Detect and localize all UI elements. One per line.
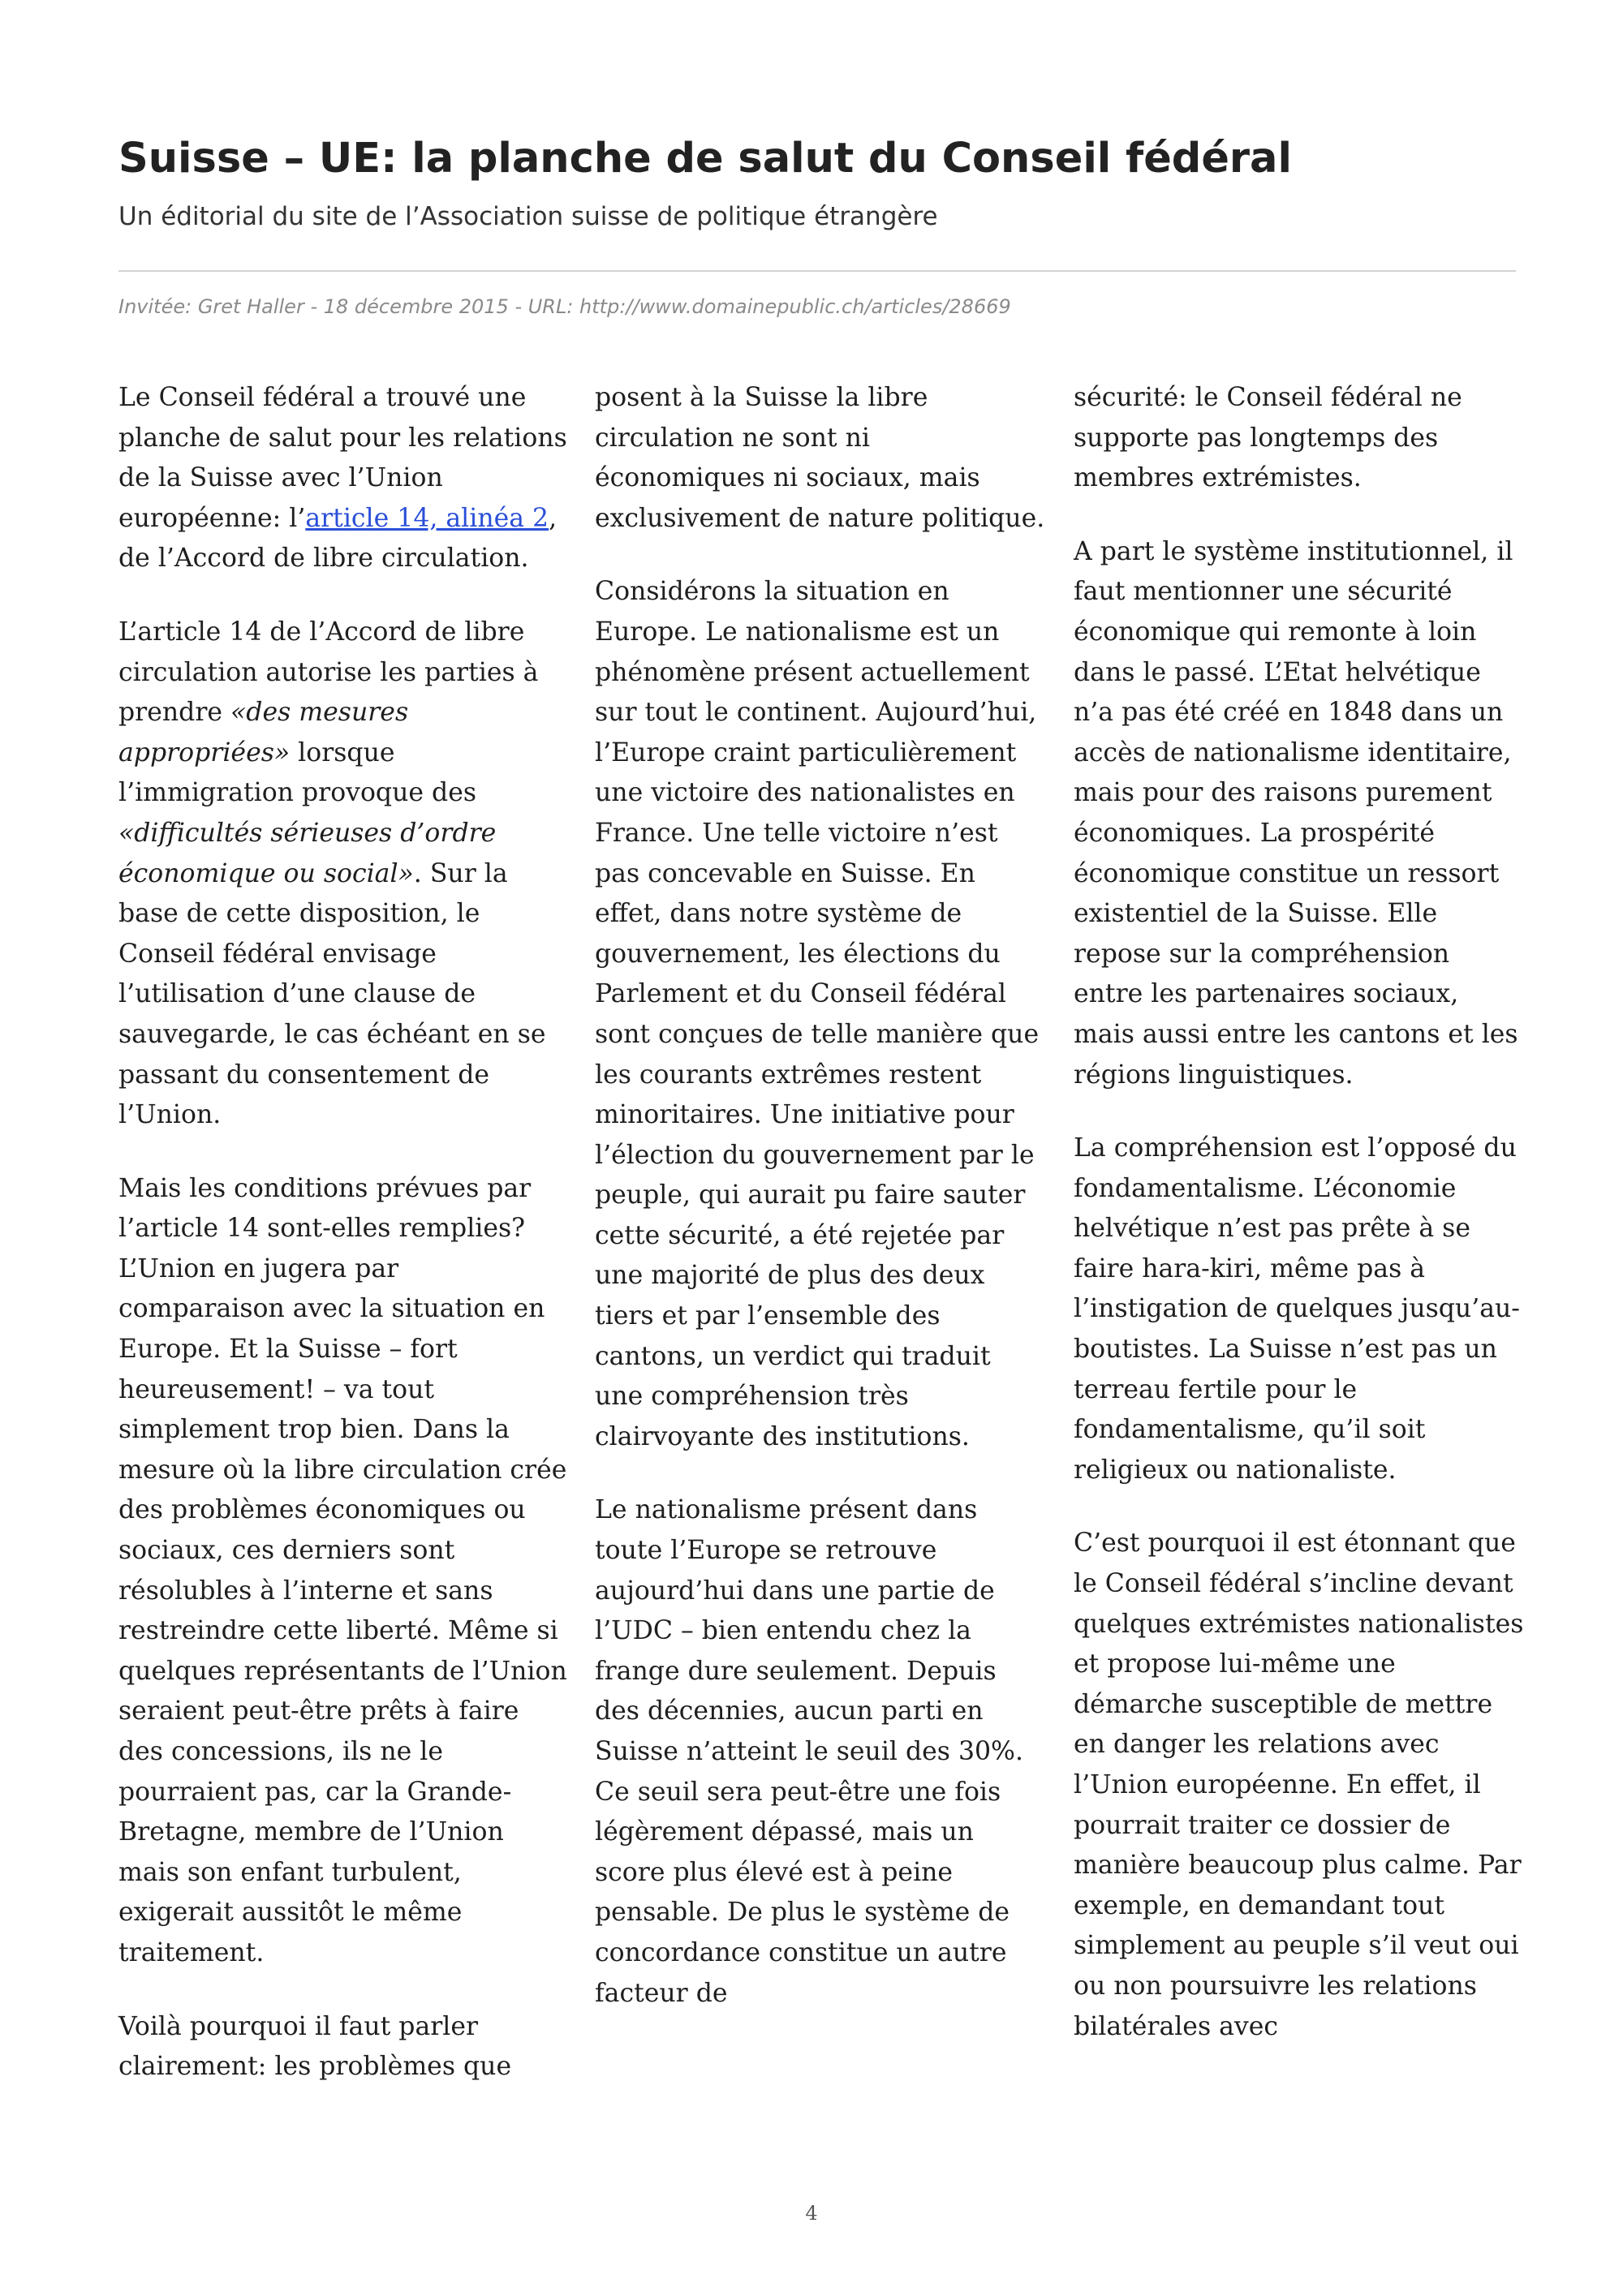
paragraph-text: , de l’Accord de libre circulation. [118,503,558,574]
header-divider [118,270,1516,272]
paragraph: A part le système institutionnel, il faut mentionner une sécurité économique qui remonte à loin dans le passé. L’Etat helvétique n’a pas été créé en 1848 dans un accès de nationalisme identitaire, mais pour des raisons purement économiques. La prospérité économique constitue un ressort existentiel de la Suisse. Elle repose sur la compréhension entre les partenaires sociaux, mais aussi entre les cantons et les régions linguistiques. [1074,536,1518,1090]
article-meta: Invitée: Gret Haller - 18 décembre 2015 - URL: http://www.domainepublic.ch/articles/28669 [118,295,1011,318]
paragraph: La compréhension est l’opposé du fondamentalisme. L’économie helvétique n’est pas prête à se faire hara-kiri, même pas à l’instigation de quelques jusqu’au-boutistes. La Suisse n’est pas un terreau fertile pour le fondamentalisme, qu’il soit religieux ou nationaliste. [1074,1133,1520,1485]
paragraph-text: Le Conseil fédéral a trouvé une planche de salut pour les relations de la Suisse avec l’Union européenne: l’ [118,383,567,533]
quoted-text: «des mesures appropriées» [118,698,409,767]
paragraph [118,613,570,1136]
article-column-2 [595,378,1046,2014]
article-column-1 [118,378,570,2087]
paragraph [118,378,570,579]
paragraph: C’est pourquoi il est étonnant que le Conseil fédéral s’incline devant quelques extrémistes nationalistes et propose lui-même une démarche susceptible de mettre en danger les relations avec l’Union européenne. En effet, il pourrait traiter ce dossier de manière beaucoup plus calme. Par exemple, en demandant tout simplement au peuple s’il veut oui ou non poursuivre les relations bilatérales avec [1074,1529,1524,2041]
paragraph-text: L’article 14 de l’Accord de libre circulation autorise les parties à prendre [118,617,539,728]
article-column-3 [1074,378,1525,2047]
paragraph: Considérons la situation en Europe. Le nationalisme est un phénomène présent actuellement sur tout le continent. Aujourd’hui, l’Europe craint particulièrement une victoire des nationalistes en France. Une telle victoire n’est pas concevable en Suisse. En effet, dans notre système de gouvernement, les élections du Parlement et du Conseil fédéral sont conçues de telle manière que les courants extrêmes restent minoritaires. Une initiative pour l’élection du gouvernement par le peuple, qui aurait pu faire sauter cette sécurité, a été rejetée par une majorité de plus des deux tiers et par l’ensemble des cantons, un verdict qui traduit une compréhension très clairvoyante des institutions. [595,577,1040,1451]
article-subtitle: Un éditorial du site de l’Association suisse de politique étrangère [118,202,938,231]
article-title: Suisse – UE: la planche de salut du Conseil fédéral [118,135,1292,183]
quoted-text: «difficultés sérieuses d’ordre économique ou social» [118,818,497,888]
article-14-link[interactable]: article 14, alinéa 2 [305,503,549,533]
paragraph: Mais les conditions prévues par l’article 14 sont-elles remplies? L’Union en jugera par comparaison avec la situation en Europe. Et la Suisse – fort heureusement! – va tout simplement trop bien. Dans la mesure où la libre circulation crée des problèmes économiques ou sociaux, ces derniers sont résolubles à l’interne et sans restreindre cette liberté. Même si quelques représentants de l’Union seraient peut-être prêts à faire des concessions, ils ne le pourraient pas, car la Grande-Bretagne, membre de l’Union mais son enfant turbulent, exigerait aussitôt le même traitement. [118,1173,567,1967]
paragraph-text: . Sur la base de cette disposition, le Conseil fédéral envisage l’utilisation d’une clause de sauvegarde, le cas échéant en se passant du consentement de l’Union. [118,858,546,1130]
paragraph: Voilà pourquoi il faut parler clairement: les problèmes que [118,2011,512,2082]
paragraph-text: lorsque l’immigration provoque des [118,737,476,808]
page-number: 4 [805,2202,818,2225]
paragraph: sécurité: le Conseil fédéral ne supporte pas longtemps des membres extrémistes. [1074,383,1462,493]
paragraph: posent à la Suisse la libre circulation ne sont ni économiques ni sociaux, mais exclusivement de nature politique. [595,383,1045,533]
paragraph: Le nationalisme présent dans toute l’Europe se retrouve aujourd’hui dans une partie de l’UDC – bien entendu chez la frange dure seulement. Depuis des décennies, aucun parti en Suisse n’atteint le seuil des 30%. Ce seuil sera peut-être une fois légèrement dépassé, mais un score plus élevé est à peine pensable. De plus le système de concordance constitue un autre facteur de [595,1495,1023,2008]
